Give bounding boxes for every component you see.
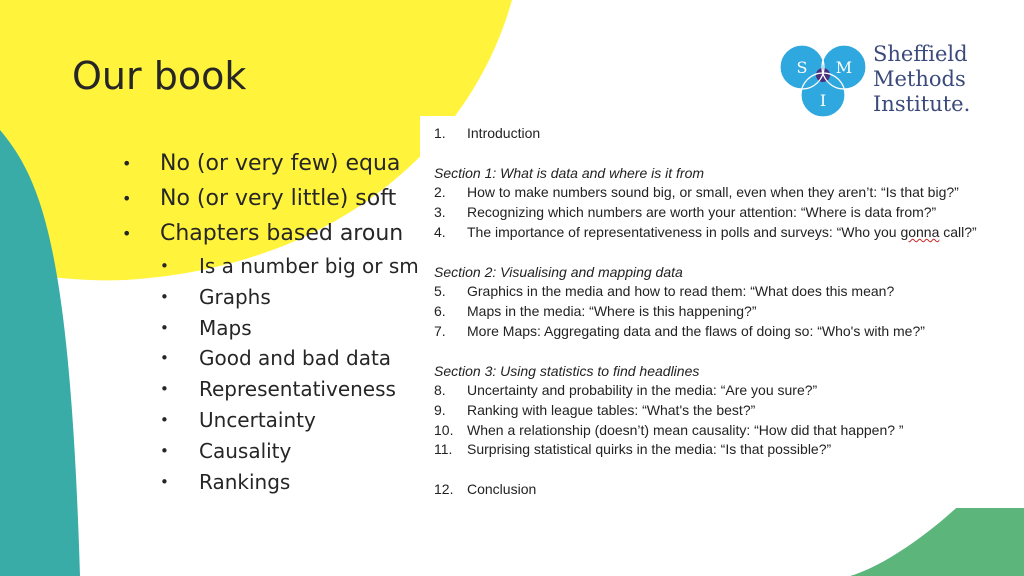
bullet-icon: • (122, 154, 132, 173)
toc-chapter: 11. Surprising statistical quirks in the media: “Is that possible?” (434, 441, 832, 457)
toc-section-heading: Section 3: Using statistics to find headlines (434, 363, 700, 379)
bullet-icon: • (160, 349, 169, 368)
bullet-icon: • (160, 380, 169, 399)
bullet-list (120, 146, 440, 497)
bullet-icon: • (160, 472, 169, 491)
toc-chapter: 4. The importance of representativeness in polls and surveys: “Who you gonna call?” (434, 224, 977, 240)
bullet-icon: • (160, 287, 169, 306)
bullet-icon: • (122, 189, 132, 208)
toc-section-heading: Section 1: What is data and where is it from (434, 165, 705, 181)
sub-bullet-item: • Causality (120, 436, 440, 467)
page-title: Our book (72, 54, 247, 98)
bullet-item: • No (or very few) equa (120, 146, 440, 181)
toc-chapter: 6. Maps in the media: “Where is this happening?” (434, 303, 757, 319)
sub-bullet-item: • Representativeness (120, 374, 440, 405)
toc-chapter: 12. Conclusion (434, 481, 537, 497)
sub-bullet-item: • Uncertainty (120, 405, 440, 436)
smi-logo (780, 40, 990, 120)
sub-bullet-item: • Rankings (120, 467, 440, 498)
bullet-item: • Chapters based aroun (120, 216, 440, 251)
toc-section-heading: Section 2: Visualising and mapping data (434, 264, 683, 280)
bullet-icon: • (122, 224, 132, 243)
sub-bullet-item: • Graphs (120, 282, 440, 313)
bullet-icon: • (160, 318, 169, 337)
table-of-contents-image (420, 116, 1024, 508)
bullet-icon: • (160, 410, 169, 429)
toc-chapter: 5. Graphics in the media and how to read them: “What does this mean? (434, 283, 895, 299)
bullet-icon: • (160, 257, 169, 275)
logo-letter-m: M (835, 58, 853, 77)
logo-circles-icon (780, 40, 870, 120)
toc-chapter: 3. Recognizing which numbers are worth your attention: “Where is data from?” (434, 204, 937, 220)
toc-chapter: 2. How to make numbers sound big, or small, even when they aren’t: “Is that big?” (434, 184, 959, 200)
sub-bullet-item: • Good and bad data (120, 343, 440, 374)
toc-chapter: 9. Ranking with league tables: “What's the best?” (434, 402, 756, 418)
logo-letter-s: S (796, 58, 808, 77)
bullet-icon: • (160, 441, 169, 460)
toc-chapter: 10. When a relationship (doesn’t) mean causality: “How did that happen? ” (434, 422, 904, 438)
logo-wordmark: Sheffield Methods Institute. (873, 42, 971, 116)
toc-chapter: 8. Uncertainty and probability in the media: “Are you sure?” (434, 382, 818, 398)
toc-chapter: 1. Introduction (434, 125, 541, 141)
logo-letter-i: I (819, 91, 827, 110)
sub-bullet-item: • Is a number big or sm (120, 251, 440, 282)
toc-chapter: 7. More Maps: Aggregating data and the flaws of doing so: “Who's with me?” (434, 323, 925, 339)
sub-bullet-item: • Maps (120, 313, 440, 344)
bullet-item: • No (or very little) soft (120, 181, 440, 216)
spellcheck-underline: gonna (900, 224, 940, 240)
